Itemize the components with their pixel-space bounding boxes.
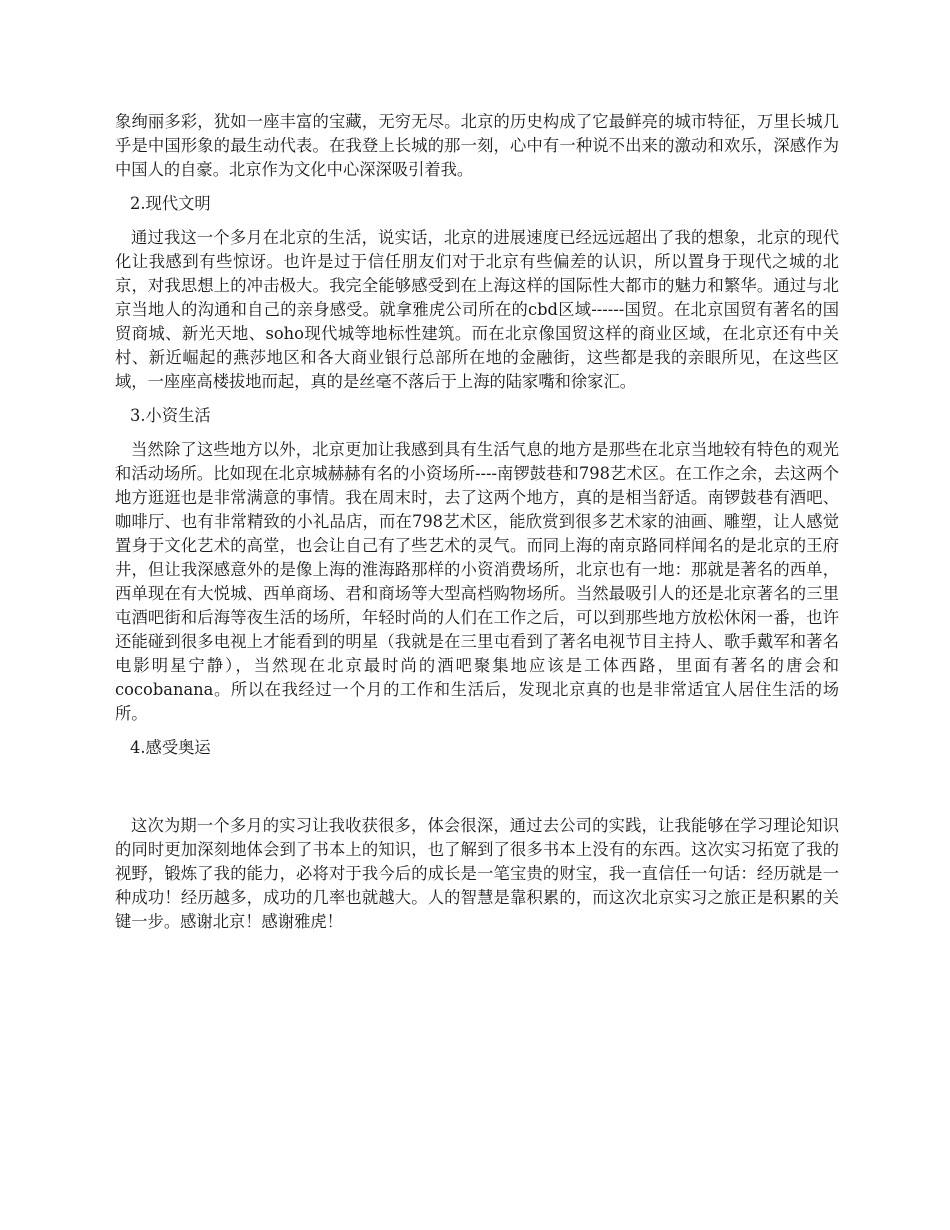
section-heading-modern-civilization: 2.现代文明: [130, 194, 211, 213]
intro-paragraph: 象绚丽多彩，犹如一座丰富的宝藏，无穷无尽。北京的历史构成了它最鲜亮的城市特征，万里长城几乎是中国形象的最生动代表。在我登上长城的那一刻，心中有一种说不出来的激动和欢乐，深感作为中国人的自豪。北京作为文化中心深深吸引着我。: [115, 112, 839, 179]
section-heading-feel-olympics: 4.感受奥运: [130, 738, 211, 757]
blank-space: [115, 770, 839, 814]
section-body-petty-bourgeois-life: 当然除了这些地方以外，北京更加让我感到具有生活气息的地方是那些在北京当地较有特色的观光和活动场所。比如现在北京城赫赫有名的小资场所----南锣鼓巷和798艺术区。在工作之余，去这两个地方逛逛也是非常满意的事情。我在周末时，去了这两个地方，真的是相当舒适。南锣鼓巷有酒吧、咖啡厅、也有非常精致的小礼品店，而在798艺术区，能欣赏到很多艺术家的油画、雕塑，让人感觉置身于文化艺术的高堂，也会让自己有了些艺术的灵气。而同上海的南京路同样闻名的是北京的王府井，但让我深感意外的是像上海的淮海路那样的小资消费场所，北京也有一地：那就是著名的西单，西单现在有大悦城、西单商场、君和商场等大型高档购物场所。当然最吸引人的还是北京著名的三里屯酒吧街和后海等夜生活的场所，年轻时尚的人们在工作之后，可以到那些地方放松休闲一番，也许还能碰到很多电视上才能看到的明星（我就是在三里屯看到了著名电视节目主持人、歌手戴军和著名电影明星宁静），当然现在北京最时尚的酒吧聚集地应该是工体西路，里面有著名的唐会和cocobanana。所以在我经过一个月的工作和生活后，发现北京真的也是非常适宜人居住生活的场所。: [115, 440, 839, 723]
closing-paragraph: 这次为期一个多月的实习让我收获很多，体会很深，通过去公司的实践，让我能够在学习理论知识的同时更加深刻地体会到了书本上的知识，也了解到了很多书本上没有的东西。这次实习拓宽了我的视野，锻炼了我的能力，必将对于我今后的成长是一笔宝贵的财宝，我一直信任一句话：经历就是一种成功！经历越多，成功的几率也就越大。人的智慧是靠积累的，而这次北京实习之旅正是积累的关键一步。感谢北京！感谢雅虎！: [115, 816, 839, 931]
section-heading-petty-bourgeois-life: 3.小资生活: [130, 406, 211, 425]
section-body-modern-civilization: 通过我这一个多月在北京的生活，说实话，北京的进展速度已经远远超出了我的想象，北京的现代化让我感到有些惊讶。也许是过于信任朋友们对于北京有些偏差的认识，所以置身于现代之城的北京，对我思想上的冲击极大。我完全能够感受到在上海这样的国际性大都市的魅力和繁华。通过与北京当地人的沟通和自己的亲身感受。就拿雅虎公司所在的cbd区域------国贸。在北京国贸有著名的国贸商城、新光天地、soho现代城等地标性建筑。而在北京像国贸这样的商业区域，在北京还有中关村、新近崛起的燕莎地区和各大商业银行总部所在地的金融街，这些都是我的亲眼所见，在这些区域，一座座高楼拔地而起，真的是丝毫不落后于上海的陆家嘴和徐家汇。: [115, 228, 839, 391]
document-body: [115, 110, 839, 944]
